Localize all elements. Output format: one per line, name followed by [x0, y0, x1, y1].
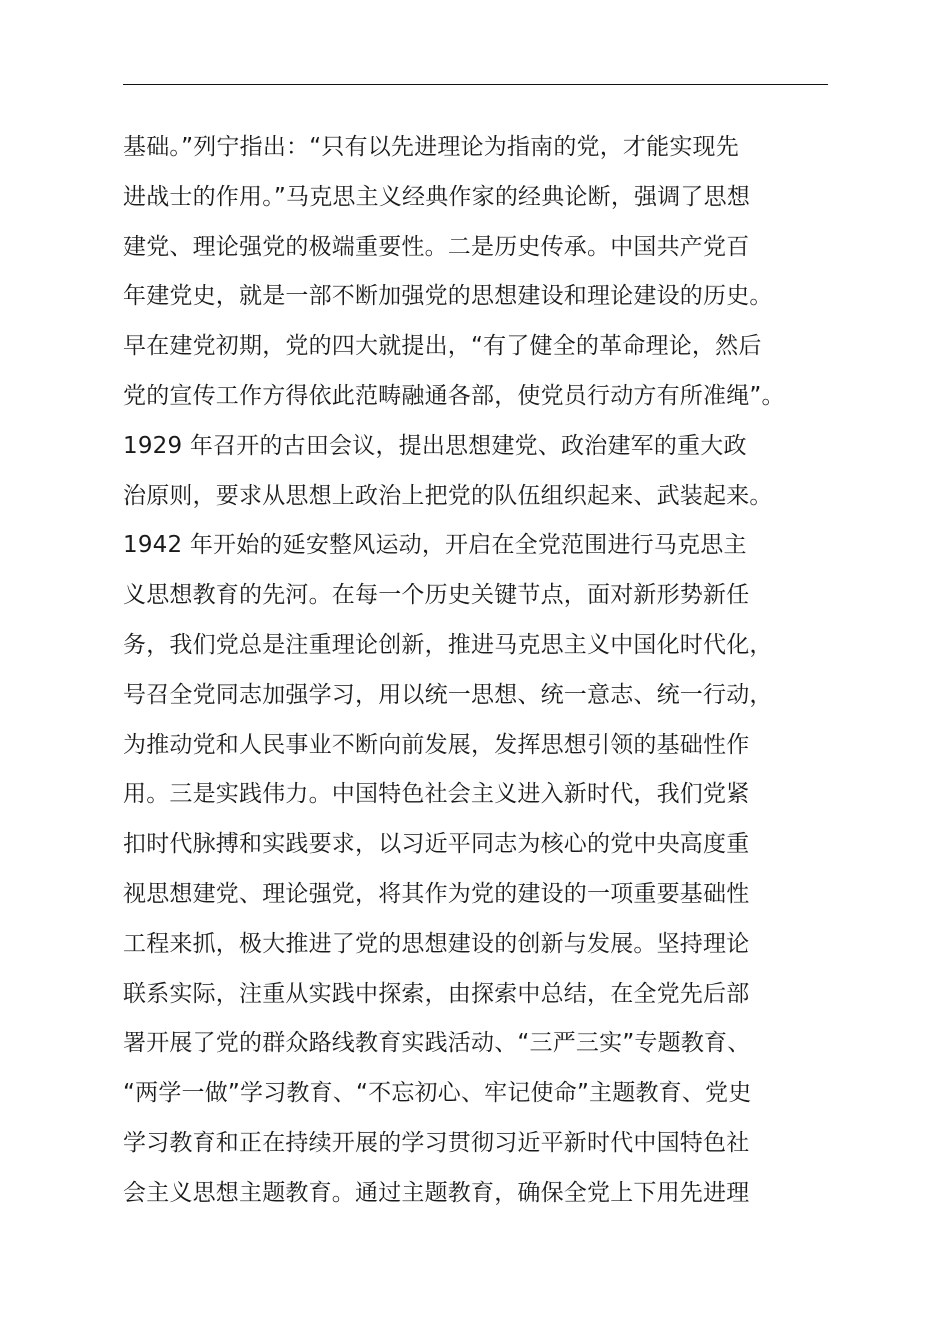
text-line: 治原则，要求从思想上政治上把党的队伍组织起来、武装起来。 — [123, 482, 773, 509]
text-line: 视思想建党、理论强党，将其作为党的建设的一项重要基础性 — [123, 880, 750, 907]
text-line: 建党、理论强党的极端重要性。二是历史传承。中国共产党百 — [123, 233, 750, 260]
text-line: 早在建党初期，党的四大就提出，“有了健全的革命理论，然后 — [123, 333, 762, 360]
text-line: 工程来抓，极大推进了党的思想建设的创新与发展。坚持理论 — [123, 930, 750, 957]
text-line: 号召全党同志加强学习，用以统一思想、统一意志、统一行动， — [123, 681, 773, 708]
text-line: 为推动党和人民事业不断向前发展，发挥思想引领的基础性作 — [123, 731, 750, 758]
text-line: 联系实际，注重从实践中探索，由探索中总结，在全党先后部 — [123, 980, 750, 1007]
text-line: 1942 年开始的延安整风运动，开启在全党范围进行马克思主 — [123, 532, 747, 559]
text-line: 年建党史，就是一部不断加强党的思想建设和理论建设的历史。 — [123, 283, 773, 310]
text-line: 学习教育和正在持续开展的学习贯彻习近平新时代中国特色社 — [123, 1129, 750, 1156]
text-line: 进战士的作用。”马克思主义经典作家的经典论断，强调了思想 — [123, 183, 751, 210]
text-line: 务，我们党总是注重理论创新，推进马克思主义中国化时代化， — [123, 631, 773, 658]
text-line: 1929 年召开的古田会议，提出思想建党、政治建军的重大政 — [123, 432, 747, 459]
header-rule — [123, 84, 828, 85]
text-line: 用。三是实践伟力。中国特色社会主义进入新时代，我们党紧 — [123, 781, 750, 808]
text-line: 基础。”列宁指出：“只有以先进理论为指南的党，才能实现先 — [123, 134, 739, 160]
text-line: 会主义思想主题教育。通过主题教育，确保全党上下用先进理 — [123, 1179, 750, 1206]
text-line: 党的宣传工作方得依此范畴融通各部，使党员行动方有所准绳”。 — [123, 382, 785, 409]
text-line: 署开展了党的群众路线教育实践活动、“三严三实”专题教育、 — [123, 1030, 751, 1057]
text-line: 扣时代脉搏和实践要求，以习近平同志为核心的党中央高度重 — [123, 831, 750, 858]
body-paragraph — [123, 123, 863, 1219]
text-line: “两学一做”学习教育、“不忘初心、牢记使命”主题教育、党史 — [123, 1080, 752, 1107]
text-line: 义思想教育的先河。在每一个历史关键节点，面对新形势新任 — [123, 582, 750, 609]
